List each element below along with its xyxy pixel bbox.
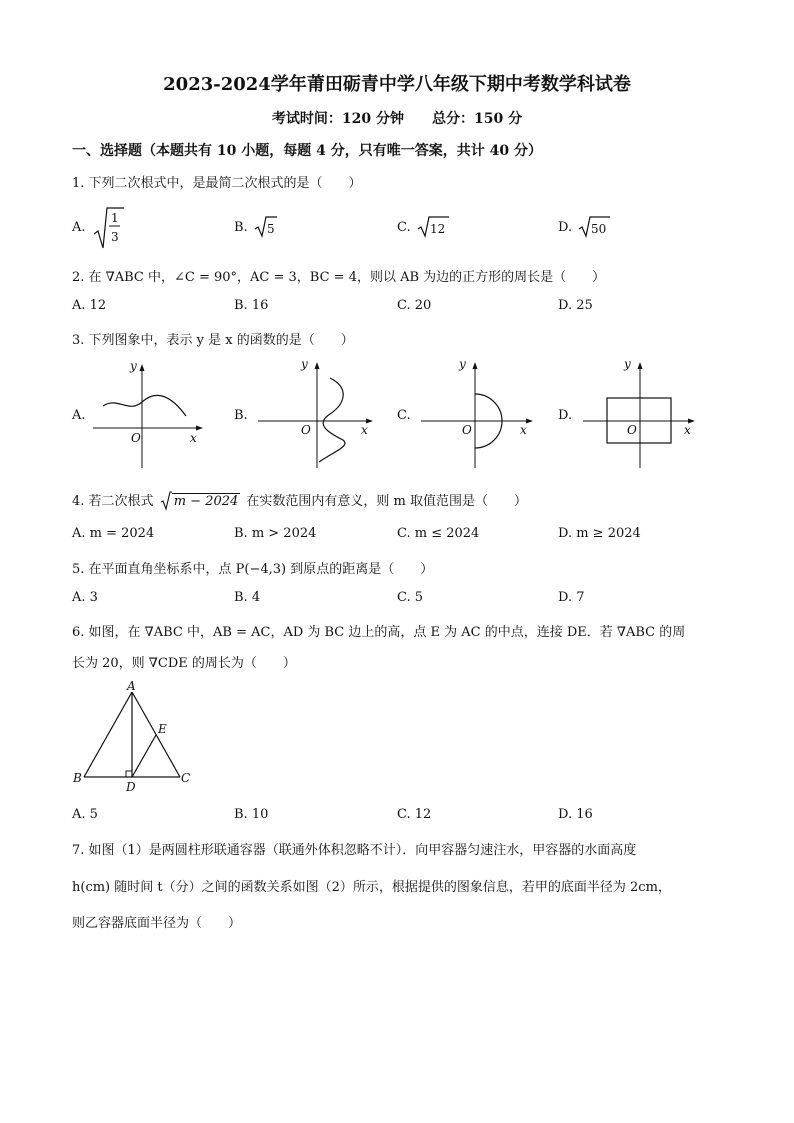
q3-d-y-label: y — [624, 357, 631, 371]
question-7-line2: h(cm) 随时间 t（分）之间的函数关系如图（2）所示，根据提供的图象信息，若甲的底面半径为 2cm， — [72, 880, 671, 895]
q3-c-origin: O — [462, 423, 472, 437]
q3-a-y-label: y — [130, 359, 137, 373]
q6-option-c: C. 12 — [397, 807, 432, 822]
q2-option-b: B. 16 — [234, 298, 269, 313]
q1-option-d-label: D. — [558, 220, 573, 235]
exam-time: 考试时间：120 分钟 — [271, 111, 404, 127]
q5-option-a: A. 3 — [72, 590, 98, 605]
q3-graph-b — [255, 352, 380, 472]
q1-option-b-label: B. — [234, 220, 248, 235]
question-2-stem: 2. 在 ∇ABC 中，∠C = 90°，AC = 3，BC = 4，则以 AB 为边的正方形的周长是（ ） — [72, 270, 606, 285]
q3-d-x-label: x — [684, 423, 691, 437]
question-4-stem — [72, 490, 527, 509]
q3-b-x-label: x — [361, 423, 368, 437]
section-heading: 一、选择题（本题共有 10 小题，每题 4 分，只有唯一答案，共计 40 分） — [72, 143, 542, 159]
q4-radical — [160, 494, 241, 509]
q4-option-c: C. m ≤ 2024 — [397, 526, 480, 541]
q1-a-denominator: 3 — [111, 230, 119, 244]
q3-d-origin: O — [627, 423, 637, 437]
page-title: 2023-2024学年莆田砺青中学八年级下期中考数学科试卷 — [163, 74, 631, 95]
q6-option-b: B. 10 — [234, 807, 269, 822]
q1-option-b-radical — [254, 214, 278, 238]
question-6-stem-line1: 6. 如图，在 ∇ABC 中，AB = AC，AD 为 BC 边上的高，点 E 为 AC 的中点，连接 DE．若 ∇ABC 的周 — [72, 625, 686, 640]
q5-option-d: D. 7 — [558, 590, 585, 605]
question-7-line3: 则乙容器底面半径为（ ） — [72, 916, 242, 931]
q3-graph-d — [580, 352, 705, 472]
q4-option-a: A. m = 2024 — [72, 526, 155, 541]
q1-option-c-label: C. — [397, 220, 411, 235]
q1-option-c-radical — [417, 214, 451, 238]
q3-option-c-label: C. — [397, 408, 411, 423]
q1-c-radicand: 12 — [430, 222, 446, 236]
q4-option-b: B. m > 2024 — [234, 526, 317, 541]
q3-c-x-label: x — [520, 423, 527, 437]
q3-option-b-label: B. — [234, 408, 248, 423]
q6-option-d: D. 16 — [558, 807, 593, 822]
q6-option-a: A. 5 — [72, 807, 98, 822]
q3-a-x-label: x — [190, 431, 197, 445]
q3-graph-c — [418, 352, 543, 472]
q6-label-c: C — [181, 771, 191, 785]
total-score: 总分：150 分 — [432, 111, 523, 127]
q4-stem-pre: 4. 若二次根式 — [72, 494, 154, 509]
q1-option-d-radical — [578, 214, 612, 238]
q3-b-y-label: y — [301, 357, 308, 371]
q3-option-a-label: A. — [72, 408, 86, 423]
q4-stem-post: 在实数范围内有意义，则 m 取值范围是（ ） — [246, 494, 527, 509]
question-7-line1: 7. 如图（1）是两圆柱形联通容器（联通外体积忽略不计）．向甲容器匀速注水，甲容器的水面高度 — [72, 843, 637, 858]
q4-option-d: D. m ≥ 2024 — [558, 526, 641, 541]
q3-option-d-label: D. — [558, 408, 573, 423]
q2-option-d: D. 25 — [558, 298, 593, 313]
q2-option-a: A. 12 — [72, 298, 107, 313]
q6-label-b: B — [73, 771, 82, 785]
q1-option-a-radical — [92, 204, 126, 250]
q4-radicand: m − 2024 — [173, 494, 239, 509]
q5-option-b: B. 4 — [234, 590, 261, 605]
exam-info — [0, 108, 794, 128]
question-6-stem-line2: 长为 20，则 ∇CDE 的周长为（ ） — [72, 656, 296, 671]
q6-label-a: A — [127, 679, 136, 693]
q1-option-a-label: A. — [72, 220, 86, 235]
q1-b-radicand: 5 — [267, 222, 275, 236]
question-1-stem: 1. 下列二次根式中，是最简二次根式的是（ ） — [72, 176, 362, 191]
q5-option-c: C. 5 — [397, 590, 424, 605]
q3-b-origin: O — [301, 423, 311, 437]
question-5-stem: 5. 在平面直角坐标系中，点 P(−4,3) 到原点的距离是（ ） — [72, 562, 434, 577]
q3-a-origin: O — [131, 431, 141, 445]
q6-label-e: E — [158, 722, 167, 736]
q3-graph-a — [90, 356, 210, 471]
q6-label-d: D — [126, 780, 136, 794]
q3-c-y-label: y — [459, 357, 466, 371]
q1-d-radicand: 50 — [591, 222, 607, 236]
q1-a-numerator: 1 — [111, 211, 119, 225]
question-3-stem: 3. 下列图象中，表示 y 是 x 的函数的是（ ） — [72, 333, 354, 348]
q2-option-c: C. 20 — [397, 298, 432, 313]
q6-triangle-figure — [70, 678, 200, 796]
